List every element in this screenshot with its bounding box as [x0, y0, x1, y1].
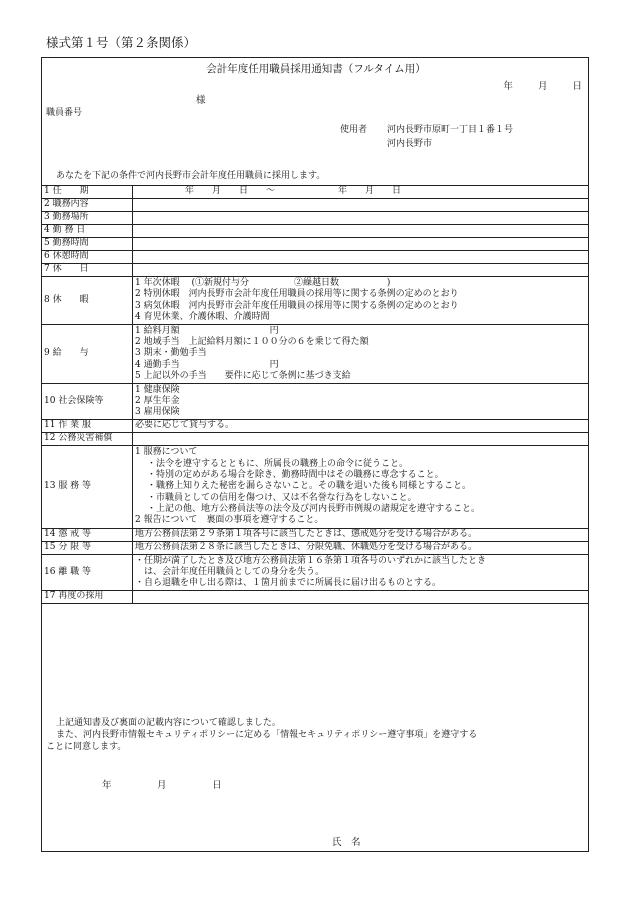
row-label: 11 作 業 服 — [42, 420, 133, 433]
employee-number-label: 職員番号 — [46, 108, 83, 118]
row-value-line: 1 健康保険 — [135, 384, 180, 395]
table-row — [42, 542, 589, 555]
table-row — [42, 277, 589, 325]
row-label: 4 勤 務 日 — [42, 225, 133, 238]
row-value-line: 2 厚生年金 — [135, 395, 180, 406]
month-label: 月 — [537, 81, 548, 92]
table-row — [42, 529, 589, 542]
employer-address: 河内長野市原町一丁目１番１号 — [387, 125, 514, 135]
employer-label: 使用者 — [340, 125, 368, 135]
row-label: 8 休 暇 — [42, 277, 133, 325]
table-row — [42, 325, 589, 384]
row-label: 16 離 職 等 — [42, 555, 133, 591]
row-label: 14 懲 戒 等 — [42, 529, 133, 542]
row-value-line: 4 通勤手当 円 — [135, 359, 279, 370]
row-label: 15 分 限 等 — [42, 542, 133, 555]
table-row — [42, 433, 589, 446]
addressee-honorific: 様 — [196, 95, 206, 106]
row-label: 13 服 務 等 — [42, 446, 133, 529]
confirmation-text-1: 上記通知書及び裏面の記載内容について確認しました。 — [56, 718, 281, 728]
row-value-line: 地方公務員法第２８条に該当したときは、分限免職、休職処分を受ける場合がある。 — [135, 542, 478, 553]
table-row — [42, 212, 589, 225]
signature-label: 氏 名 — [332, 837, 361, 848]
table-row — [42, 199, 589, 212]
row-value-line: 2 特別休暇 河内長野市会計年度任用職員の採用等に関する条例の定めのとおり — [135, 289, 459, 300]
conditions-table — [41, 185, 589, 604]
row-value — [133, 186, 589, 199]
row-value-line: 年 月 日 ～ 年 月 日 — [185, 186, 402, 197]
document-title: 会計年度任用職員採用通知書（フルタイム用） — [206, 63, 426, 75]
row-value — [133, 433, 589, 446]
row-value-line: ・法令を遵守するとともに、所属長の職務上の命令に従うこと。 — [147, 458, 409, 469]
row-value — [133, 199, 589, 212]
row-value-line: は、会計年度任用職員としての身分を失う。 — [135, 566, 325, 577]
table-row — [42, 186, 589, 199]
row-value — [133, 555, 589, 591]
form-number-label: 様式第１号（第２条関係） — [46, 35, 197, 50]
row-value-line: 3 期末・勤勉手当 — [135, 348, 207, 359]
row-label: 2 職務内容 — [42, 199, 133, 212]
row-value-line: 地方公務員法第２９条第１項各号に該当したときは、懲戒処分を受ける場合がある。 — [135, 529, 478, 540]
table-row — [42, 264, 589, 277]
year-label: 年 — [503, 81, 513, 92]
row-value-line: 1 服務について — [135, 447, 198, 458]
table-row — [42, 555, 589, 591]
table-row — [42, 420, 589, 433]
notice-frame — [41, 57, 589, 852]
row-value — [133, 446, 589, 529]
row-value — [133, 277, 589, 325]
table-row — [42, 251, 589, 264]
row-value — [133, 251, 589, 264]
row-label: 10 社会保険等 — [42, 384, 133, 420]
row-value-line: 3 雇用保険 — [135, 407, 180, 418]
confirmation-section — [42, 717, 590, 753]
row-label: 7 休 日 — [42, 264, 133, 277]
consent-date — [102, 780, 264, 791]
row-value-line: ・市職員としての信用を傷つけ、又は不名誉な行為をしないこと。 — [147, 492, 417, 503]
row-value-line: 3 病気休暇 河内長野市会計年度任用職員の採用等に関する条例の定めのとおり — [135, 300, 459, 311]
row-value — [133, 420, 589, 433]
row-value — [133, 325, 589, 384]
row-label: 17 再度の採用 — [42, 591, 133, 604]
intro-text: あなたを下記の条件で河内長野市会計年度任用職員に採用します。 — [56, 171, 326, 181]
row-value — [133, 264, 589, 277]
row-label: 12 公務災害補償 — [42, 433, 133, 446]
row-label: 6 休憩時間 — [42, 251, 133, 264]
row-value-line: 2 報告について 裏面の事項を遵守すること。 — [135, 515, 324, 526]
row-value — [133, 225, 589, 238]
table-row — [42, 384, 589, 420]
table-row — [42, 238, 589, 251]
row-value-line: 必要に応じて貸与する。 — [135, 420, 235, 431]
confirmation-text-2: また、河内長野市情報セキュリティポリシーに定める「情報セキュリティポリシー遵守事項」を遵守する — [56, 730, 478, 740]
table-row — [42, 446, 589, 529]
confirmation-text-3: ことに同意します。 — [46, 742, 127, 752]
row-value — [133, 529, 589, 542]
table-row — [42, 225, 589, 238]
row-value-line: 5 上記以外の手当 要件に応じて条例に基づき支給 — [135, 370, 351, 381]
row-value — [133, 591, 589, 604]
row-value-line: ・上記の他、地方公務員法等の法令及び河内長野市例規の諸規定を遵守すること。 — [147, 503, 481, 514]
row-value-line: 2 地域手当 上記給料月額に１００分の６を乗じて得た額 — [135, 337, 369, 348]
issue-date — [481, 81, 582, 92]
row-value-line: ・任期が満了したとき及び地方公務員法第１６条第１項各号のいずれかに該当したとき — [135, 555, 487, 566]
consent-day: 日 — [212, 780, 222, 791]
consent-month: 月 — [157, 780, 167, 791]
employer-city: 河内長野市 — [387, 139, 433, 149]
row-value — [133, 542, 589, 555]
row-label: 9 給 与 — [42, 325, 133, 384]
row-label: 5 勤務時間 — [42, 238, 133, 251]
row-value-line: ・職務上知りえた秘密を漏らさないこと。その職を退いた後も同様とすること。 — [147, 481, 472, 492]
row-value — [133, 384, 589, 420]
table-row — [42, 591, 589, 604]
row-value-line: 1 給料月額 円 — [135, 325, 279, 336]
day-label: 日 — [572, 81, 582, 92]
consent-year: 年 — [102, 780, 112, 791]
row-value-line: ・特別の定めがある場合を除き、勤務時間中はその職務に専念すること。 — [147, 470, 444, 481]
row-value — [133, 212, 589, 225]
row-value-line: 1 年次休暇 (①新規付与分 ②繰越日数 ) — [135, 277, 391, 288]
row-label: 3 勤務場所 — [42, 212, 133, 225]
row-label: 1 任 期 — [42, 186, 133, 199]
row-value-line: 4 育児休業、介護休暇、介護時間 — [135, 311, 270, 322]
row-value-line: ・自ら退職を申し出る際は、１箇月前までに所属長に届け出るものとする。 — [135, 578, 442, 589]
row-value — [133, 238, 589, 251]
